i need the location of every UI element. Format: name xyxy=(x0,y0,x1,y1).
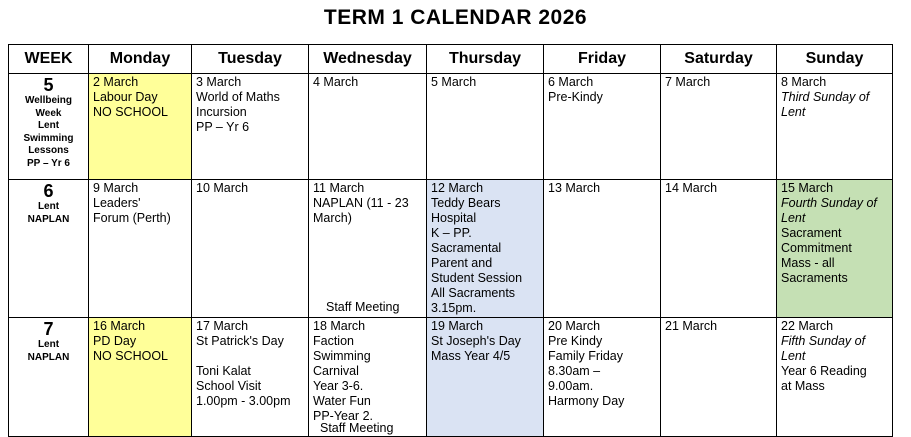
week-notes: Wellbeing Week Lent Swimming Lessons PP – Yr 6 xyxy=(23,95,74,169)
day-events: St Patrick's Day Toni Kalat School Visit 1.00pm - 3.00pm xyxy=(196,334,291,408)
day-cell-sunday xyxy=(777,180,893,318)
liturgical-note: Third Sunday of Lent xyxy=(781,90,870,119)
day-cell-wednesday xyxy=(309,74,427,180)
day-cell-saturday xyxy=(661,74,777,180)
header-friday: Friday xyxy=(544,45,661,74)
day-cell-wednesday xyxy=(309,180,427,318)
week-row-5 xyxy=(9,74,893,180)
day-events: Labour Day NO SCHOOL xyxy=(93,90,169,119)
day-cell-thursday xyxy=(427,318,544,437)
day-events: Leaders' Forum (Perth) xyxy=(93,196,171,225)
day-events: St Joseph's Day Mass Year 4/5 xyxy=(431,334,521,363)
day-date: 11 March xyxy=(313,181,365,195)
day-cell-monday xyxy=(89,74,192,180)
week-notes: Lent NAPLAN xyxy=(27,201,70,225)
day-events: NAPLAN (11 - 23 March) xyxy=(313,196,409,225)
week-cell xyxy=(9,74,89,180)
day-date: 17 March xyxy=(196,319,249,333)
week-row-7 xyxy=(9,318,893,437)
day-cell-tuesday xyxy=(192,74,309,180)
day-date: 6 March xyxy=(548,75,594,89)
day-cell-tuesday xyxy=(192,180,309,318)
day-date: 2 March xyxy=(93,75,139,89)
day-cell-saturday xyxy=(661,180,777,318)
day-events: Sacrament Commitment Mass - all Sacraments xyxy=(781,226,852,285)
staff-meeting-note: Staff Meeting xyxy=(320,421,394,435)
day-date: 16 March xyxy=(93,319,146,333)
day-cell-monday xyxy=(89,318,192,437)
day-events: Pre-Kindy xyxy=(548,90,603,104)
day-cell-friday xyxy=(544,318,661,437)
day-date: 19 March xyxy=(431,319,484,333)
day-cell-thursday xyxy=(427,180,544,318)
week-row-6 xyxy=(9,180,893,318)
day-cell-friday xyxy=(544,74,661,180)
day-date: 9 March xyxy=(93,181,139,195)
week-cell xyxy=(9,180,89,318)
liturgical-note: Fourth Sunday of Lent xyxy=(781,196,877,225)
day-date: 5 March xyxy=(431,75,477,89)
header-saturday: Saturday xyxy=(661,45,777,74)
day-date: 20 March xyxy=(548,319,601,333)
day-date: 10 March xyxy=(196,181,249,195)
week-number: 6 xyxy=(43,181,54,201)
week-notes: Lent NAPLAN xyxy=(27,339,70,363)
week-number: 5 xyxy=(43,75,54,95)
header-thursday: Thursday xyxy=(427,45,544,74)
day-date: 21 March xyxy=(665,319,718,333)
day-date: 15 March xyxy=(781,181,834,195)
day-date: 18 March xyxy=(313,319,366,333)
header-tuesday: Tuesday xyxy=(192,45,309,74)
day-cell-saturday xyxy=(661,318,777,437)
day-date: 22 March xyxy=(781,319,834,333)
header-row xyxy=(9,45,893,74)
day-cell-monday xyxy=(89,180,192,318)
calendar-table xyxy=(8,44,893,437)
day-date: 4 March xyxy=(313,75,359,89)
day-cell-thursday xyxy=(427,74,544,180)
header-week: WEEK xyxy=(9,45,89,74)
day-date: 13 March xyxy=(548,181,601,195)
day-events: PD Day NO SCHOOL xyxy=(93,334,169,363)
day-events: Pre Kindy Family Friday 8.30am – 9.00am. Harmony Day xyxy=(548,334,625,408)
staff-meeting-note: Staff Meeting xyxy=(326,300,400,314)
day-cell-sunday xyxy=(777,74,893,180)
day-events: World of Maths Incursion PP – Yr 6 xyxy=(196,90,280,134)
day-cell-tuesday xyxy=(192,318,309,437)
header-monday: Monday xyxy=(89,45,192,74)
page-title: TERM 1 CALENDAR 2026 xyxy=(323,6,588,29)
day-cell-friday xyxy=(544,180,661,318)
week-number: 7 xyxy=(43,319,54,339)
day-date: 12 March xyxy=(431,181,484,195)
day-date: 8 March xyxy=(781,75,827,89)
liturgical-note: Fifth Sunday of Lent xyxy=(781,334,866,363)
day-cell-wednesday xyxy=(309,318,427,437)
day-date: 14 March xyxy=(665,181,718,195)
day-date: 3 March xyxy=(196,75,242,89)
header-sunday: Sunday xyxy=(777,45,893,74)
day-events: Faction Swimming Carnival Year 3-6. Water Fun PP-Year 2. xyxy=(313,334,373,423)
week-cell xyxy=(9,318,89,437)
day-cell-sunday xyxy=(777,318,893,437)
day-events: Year 6 Reading at Mass xyxy=(781,364,867,393)
day-events: Teddy Bears Hospital K – PP. Sacramental Parent and Student Session All Sacraments 3.15pm. xyxy=(431,196,523,315)
day-date: 7 March xyxy=(665,75,711,89)
header-wednesday: Wednesday xyxy=(309,45,427,74)
